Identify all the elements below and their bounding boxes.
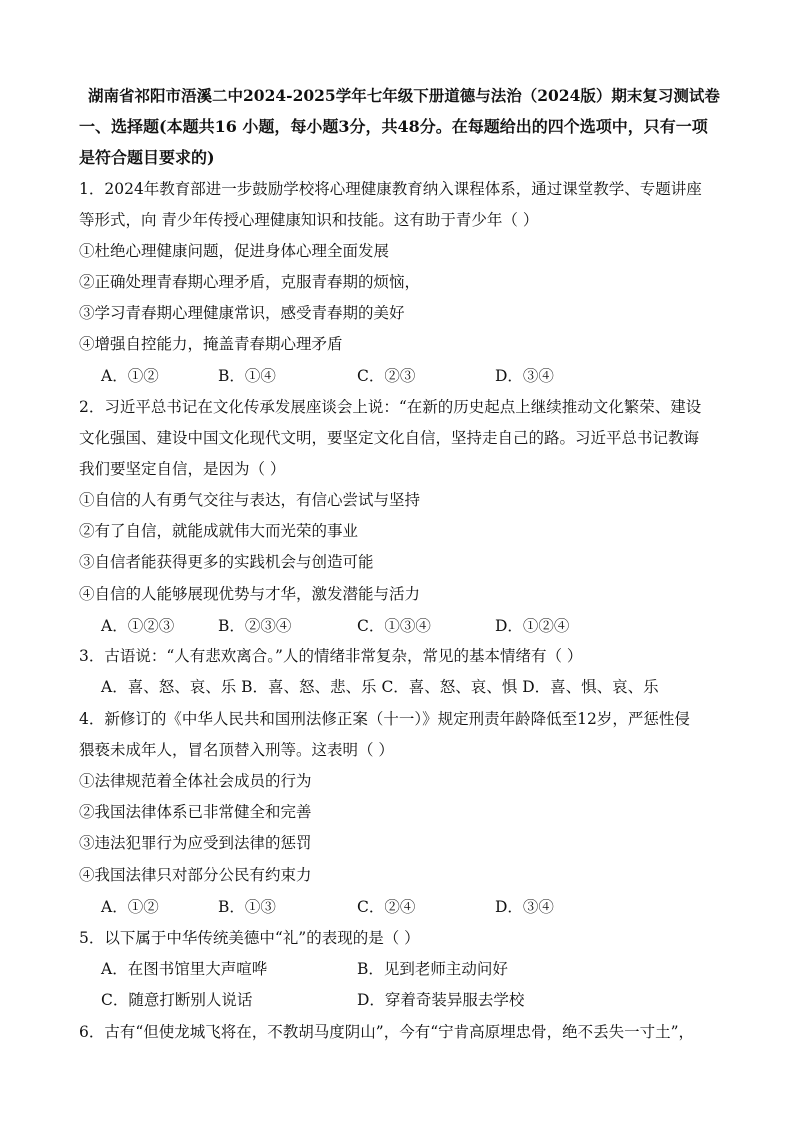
- question-4-stem-line-2: 猥亵未成年人，冒名顶替入刑等。这表明（ ）: [79, 741, 394, 759]
- question-4-option-b: B．①③: [218, 898, 276, 916]
- question-4-stem-line-1: 4．新修订的《中华人民共和国刑法修正案（十一）》规定刑责年龄降低至12岁，严惩性侵: [79, 710, 690, 728]
- question-5-stem: 5．以下属于中华传统美德中“礼”的表现的是（ ）: [79, 929, 420, 947]
- question-4-option-a: A．①②: [101, 898, 159, 916]
- section-heading-line-2: 是符合题目要求的): [79, 148, 215, 167]
- question-1-item-4: ④增强自控能力，掩盖青春期心理矛盾: [79, 335, 343, 353]
- question-1-stem-line-1: 1．2024年教育部进一步鼓励学校将心理健康教育纳入课程体系，通过课堂教学、专题讲座: [79, 180, 702, 198]
- question-4-option-c: C．②④: [357, 898, 416, 916]
- section-heading-line-1: 一、选择题(本题共16 小题，每小题3分，共48分。在每题给出的四个选项中，只有一项: [79, 117, 708, 136]
- question-5-option-c: C．随意打断别人说话: [101, 991, 253, 1009]
- question-4-item-3: ③违法犯罪行为应受到法律的惩罚: [79, 834, 312, 852]
- question-3-options: A．喜、怒、哀、乐 B．喜、怒、悲、乐 C．喜、怒、哀、惧 D．喜、惧、哀、乐: [101, 678, 659, 696]
- question-2-stem-line-3: 我们要坚定自信，是因为（ ）: [79, 460, 286, 478]
- question-2-option-c: C．①③④: [357, 617, 431, 635]
- question-4-option-d: D．③④: [495, 898, 554, 916]
- question-1-item-2: ②正确处理青春期心理矛盾，克服青春期的烦恼，: [79, 273, 421, 291]
- question-1-item-3: ③学习青春期心理健康常识，感受青春期的美好: [79, 304, 405, 322]
- question-5-option-b: B．见到老师主动问好: [357, 960, 508, 978]
- question-1-option-d: D．③④: [495, 367, 554, 385]
- question-1-item-1: ①杜绝心理健康问题，促进身体心理全面发展: [79, 242, 390, 260]
- question-2-item-4: ④自信的人能够展现优势与才华，激发潜能与活力: [79, 585, 421, 603]
- question-2-item-2: ②有了自信，就能成就伟大而光荣的事业: [79, 522, 359, 540]
- question-1-option-a: A．①②: [101, 367, 159, 385]
- question-2-option-d: D．①②④: [495, 617, 570, 635]
- question-2-item-1: ①自信的人有勇气交往与表达，有信心尝试与坚持: [79, 491, 421, 509]
- question-2-option-a: A．①②③: [101, 617, 175, 635]
- question-2-option-b: B．②③④: [218, 617, 292, 635]
- question-2-stem-line-2: 文化强国、建设中国文化现代文明，要坚定文化自信，坚持走自己的路。习近平总书记教诲: [79, 429, 700, 447]
- question-4-item-4: ④我国法律只对部分公民有约束力: [79, 866, 312, 884]
- exam-title: 湖南省祁阳市浯溪二中2024-2025学年七年级下册道德与法治（2024版）期末复习测试卷: [88, 86, 720, 105]
- question-2-stem-line-1: 2．习近平总书记在文化传承发展座谈会上说：“在新的历史起点上继续推动文化繁荣、建设: [79, 398, 702, 416]
- question-4-item-2: ②我国法律体系已非常健全和完善: [79, 803, 312, 821]
- question-1-option-b: B．①④: [218, 367, 276, 385]
- question-2-item-3: ③自信者能获得更多的实践机会与创造可能: [79, 553, 374, 571]
- question-6-stem-line-1: 6．古有“但使龙城飞将在，不教胡马度阴山”，今有“宁肯高原埋忠骨，绝不丢失一寸土”，: [79, 1023, 695, 1041]
- question-4-item-1: ①法律规范着全体社会成员的行为: [79, 772, 312, 790]
- question-5-option-a: A．在图书馆里大声喧哗: [101, 960, 268, 978]
- question-1-stem-line-2: 等形式，向 青少年传授心理健康知识和技能。这有助于青少年（ ）: [79, 211, 539, 229]
- question-3-stem: 3．古语说：“人有悲欢离合。”人的情绪非常复杂，常见的基本情绪有（ ）: [79, 647, 583, 665]
- question-1-option-c: C．②③: [357, 367, 416, 385]
- question-5-option-d: D．穿着奇装异服去学校: [357, 991, 525, 1009]
